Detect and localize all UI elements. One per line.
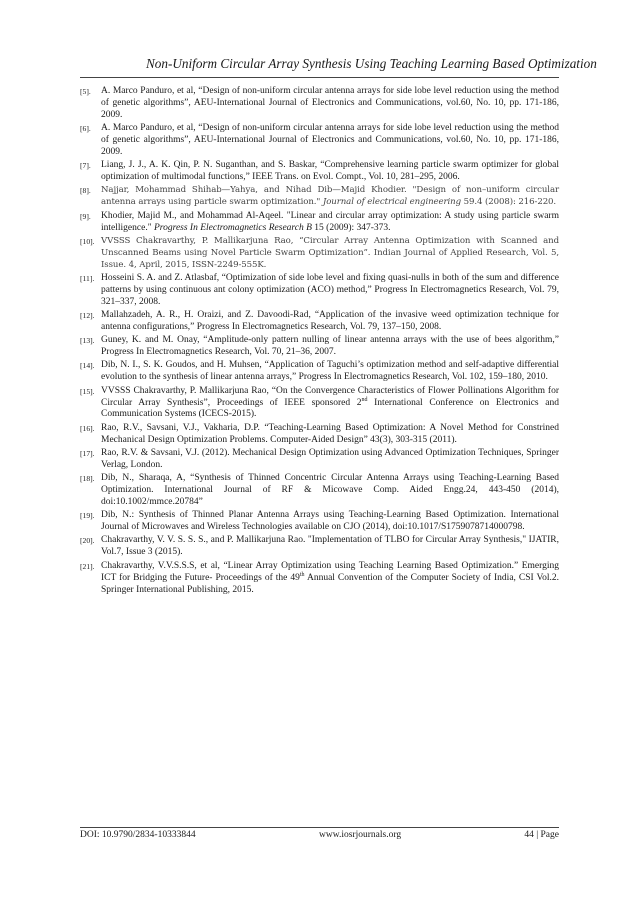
reference-item [80, 310, 559, 334]
reference-item [80, 535, 559, 559]
reference-text-segment: A. Marco Panduro, et al, “Design of non-uniform circular antenna arrays for side lobe level reduction using the method of genetic algorithms”, AEU-International Journal of Electronics and Communications, vol.60, No. 10, pp. 171-186, 2009. [101, 86, 559, 120]
reference-item [80, 561, 559, 597]
reference-text [101, 448, 559, 470]
reference-number: [14]. [80, 361, 95, 371]
reference-text-segment: VVSSS Chakravarthy, P. Mallikarjuna Rao, “Circular Array Antenna Optimization with Scanned and Unscanned Beams using Novel Particle Swarm Optimization”. Indian Journal of Applied Research, Vol. 5, Issue. 4, April, 2015, ISSN-2249-555K. [101, 235, 559, 270]
reference-item [80, 360, 559, 384]
reference-text-segment: Liang, J. J., A. K. Qin, P. N. Suganthan, and S. Baskar, “Comprehensive learning particle swarm optimizer for global optimization of multimodal functions,” IEEE Trans. on Evol. Compt., Vol. 10, 281–295, 2006. [101, 160, 559, 183]
reference-text-segment: Dib, N.: Synthesis of Thinned Planar Antenna Arrays using Teaching-Learning Based Optimization. International Journal of Microwaves and Wireless Technologies available on CJO (2014), doi:10.1017/S1759078714000798. [101, 510, 559, 533]
reference-number: [9]. [80, 211, 91, 221]
reference-journal-name: Progress In Electromagnetics Research B [153, 222, 312, 233]
footer-page-number: 44 | Page [524, 830, 559, 840]
reference-number: [20]. [80, 536, 95, 546]
footer-doi: DOI: 10.9790/2834-10333844 [80, 830, 196, 840]
reference-number: [12]. [80, 311, 95, 321]
reference-text [101, 86, 559, 120]
reference-item [80, 473, 559, 509]
reference-number: [21]. [80, 561, 95, 571]
reference-text-segment: Annual Convention of the Computer Society of India, CSI Vol.2. Springer International Publishing, 2015. [101, 572, 559, 595]
reference-number: [13]. [80, 336, 95, 346]
reference-text [101, 211, 559, 233]
reference-text-segment: Rao, R.V., Savsani, V.J., Vakharia, D.P. “Teaching-Learning Based Optimization: A Novel Method for Constrined Mechanical Design Optimization Problems. Computer-Aided Design” 43(3), 303-315 (2011). [101, 422, 559, 445]
reference-number: [11]. [80, 273, 95, 283]
running-header-title: Non-Uniform Circular Array Synthesis Using Teaching Learning Based Optimization [146, 56, 597, 71]
reference-number: [5]. [80, 87, 91, 96]
reference-number: [17]. [80, 448, 95, 458]
reference-item [80, 86, 559, 122]
reference-text [101, 123, 559, 157]
reference-number: [16]. [80, 423, 95, 433]
footer-divider [80, 827, 559, 828]
reference-text [101, 335, 559, 357]
reference-text-segment: 15 (2009): 347-373. [311, 222, 391, 233]
reference-item [80, 448, 559, 472]
reference-text-segment: Dib, N. I., S. K. Goudos, and H. Muhsen, “Application of Taguchi’s optimization method and self-adaptive differential evolution to the synthesis of linear antenna arrays,” Progress In Electromagnetics Research, Vol. 102, 159–180, 2010. [101, 360, 559, 383]
reference-text-segment: Rao, R.V. & Savsani, V.J. (2012). Mechanical Design Optimization using Advanced Optimization Techniques, Springer Verlag, London. [101, 447, 559, 470]
reference-text [101, 310, 559, 332]
reference-number: [18]. [80, 474, 95, 484]
reference-item [80, 236, 559, 272]
reference-journal-name: Journal of electrical engineering [322, 197, 462, 208]
reference-text-segment: Dib, N., Sharaqa, A, “Synthesis of Thinned Concentric Circular Antenna Arrays using Teaching-Learning Based Optimization. International Journal of RF & Micowave Comp. Aided Engg.24, 443-450 (2014), doi:10.1002/mmce.20784” [101, 473, 559, 507]
header-divider [80, 77, 559, 78]
reference-item [80, 510, 559, 534]
reference-text [101, 473, 559, 507]
reference-text [101, 386, 559, 420]
reference-text-segment: Khodier, Majid M., and Mohammad Al-Aqeel. "Linear and circular array optimization: A study using particle swarm intelligence." [101, 210, 559, 233]
reference-number: [8]. [80, 186, 91, 196]
reference-text [101, 236, 559, 270]
reference-text-segment: Mallahzadeh, A. R., H. Oraizi, and Z. Davoodi-Rad, “Application of the invasive weed optimization technique for antenna configurations,” Progress In Electromagnetics Research, Vol. 79, 137–150, 2008. [101, 310, 559, 332]
footer-journal-url[interactable]: www.iosrjournals.org [319, 830, 402, 840]
reference-item [80, 123, 559, 159]
reference-list [80, 86, 559, 598]
reference-item [80, 335, 559, 359]
ordinal-suffix: th [299, 571, 305, 578]
reference-text-segment: Chakravarthy, V. V. S. S. S., and P. Mallikarjuna Rao. "Implementation of TLBO for Circular Array Synthesis," IJATIR, Vol.7, Issue 3 (2015). [101, 535, 559, 558]
reference-number: [15]. [80, 386, 95, 396]
reference-text-segment: 59.4 (2008): 216-220. [461, 197, 557, 208]
reference-item [80, 160, 559, 184]
reference-text [101, 160, 559, 182]
reference-text [101, 535, 559, 557]
reference-text-segment: Guney, K. and M. Onay, “Amplitude-only pattern nulling of linear antenna arrays with the use of bees algorithm,” Progress In Electromagnetics Research, Vol. 70, 21–36, 2007. [101, 335, 559, 358]
reference-text-segment: A. Marco Panduro, et al, “Design of non-uniform circular antenna arrays for side lobe level reduction using the method of genetic algorithms”, AEU-International Journal of Electronics and Communications, vol.60, No. 10, pp. 171-186, 2009. [101, 123, 559, 157]
reference-number: [6]. [80, 124, 91, 134]
reference-item [80, 211, 559, 235]
reference-item [80, 185, 559, 209]
reference-text [101, 423, 559, 445]
reference-item [80, 386, 559, 422]
reference-text [101, 273, 559, 307]
reference-text [101, 510, 559, 532]
reference-number: [10]. [80, 236, 95, 246]
reference-number: [19]. [80, 511, 95, 521]
reference-text-segment: International Conference on Electronics and Communication Systems (ICECS-2015). [101, 397, 559, 420]
reference-text [101, 185, 559, 207]
ordinal-suffix: nd [361, 396, 368, 403]
reference-item [80, 423, 559, 447]
reference-text-segment: Hosseini S. A. and Z. Atlasbaf, “Optimization of side lobe level and fixing quasi-nulls in both of the sum and difference patterns by using continuous ant colony optimization (ACO) method,” Progress In Electromagnetics Research, Vol. 79, 321–337, 2008. [101, 272, 559, 307]
reference-text-segment: Chakravarthy, V.V.S.S.S, et al, “Linear Array Optimization using Teaching Learning Based Optimization.” Emerging ICT for Bridging the Future- Proceedings of the 49 [101, 560, 559, 583]
reference-number: [7]. [80, 161, 91, 171]
reference-text [101, 561, 559, 595]
reference-text-segment: Najjar, Mohammad Shihab—Yahya, and Nihad Dib—Majid Khodier. "Design of non–uniform circular antenna arrays using particle swarm optimization." [101, 185, 559, 208]
reference-item [80, 273, 559, 309]
reference-text [101, 360, 559, 382]
reference-text-segment: VVSSS Chakravarthy, P. Mallikarjuna Rao, “On the Convergence Characteristics of Flower Pollinations Algorithm for Circular Array Synthesis”, Proceedings of IEEE sponsored 2 [101, 385, 559, 408]
